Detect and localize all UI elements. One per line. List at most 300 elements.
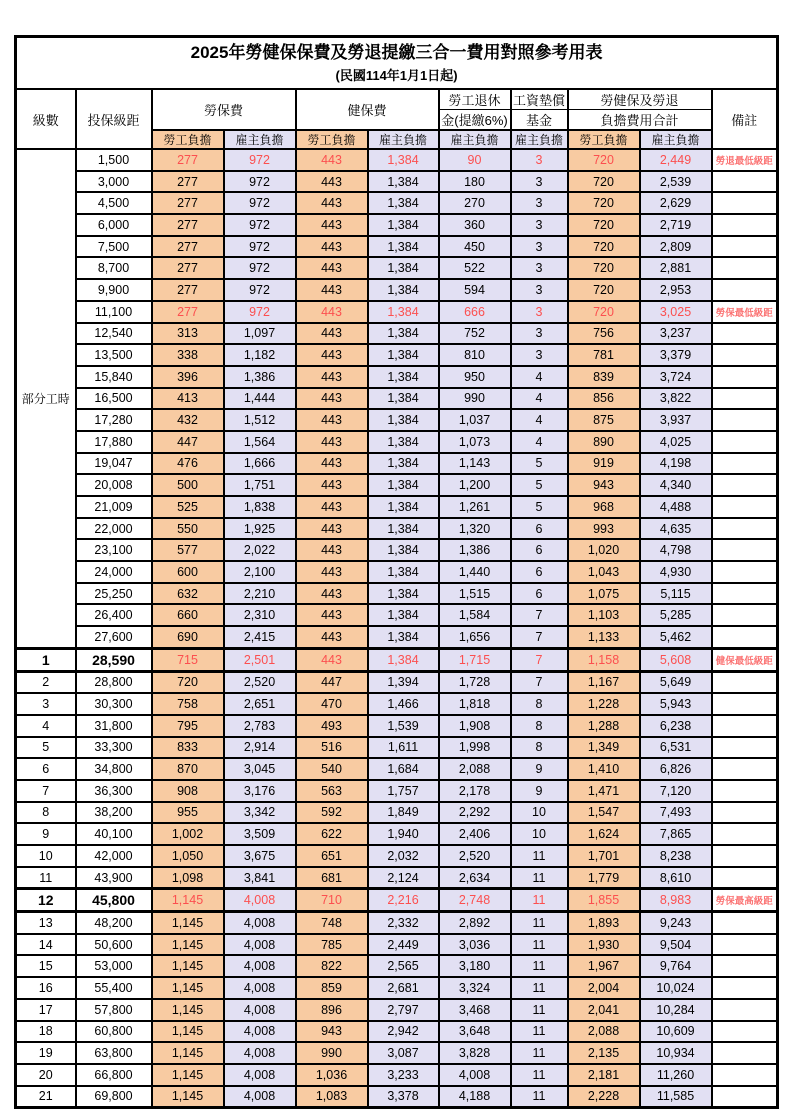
remark-cell: [712, 845, 778, 867]
value-cell: 443: [296, 236, 368, 258]
remark-cell: [712, 409, 778, 431]
remark-cell: [712, 999, 778, 1021]
table-row: [16, 780, 778, 802]
table-row: [16, 889, 778, 912]
value-cell: 2,210: [224, 583, 296, 605]
level-cell: 2: [16, 671, 76, 693]
value-cell: 1,656: [439, 626, 511, 648]
value-cell: 1,083: [296, 1086, 368, 1108]
remark-cell: [712, 802, 778, 824]
bracket-cell: 60,800: [76, 1021, 152, 1043]
level-cell: 7: [16, 780, 76, 802]
value-cell: 1,998: [439, 737, 511, 759]
value-cell: 943: [296, 1021, 368, 1043]
value-cell: 90: [439, 149, 511, 171]
bracket-cell: 9,900: [76, 279, 152, 301]
bracket-cell: 36,300: [76, 780, 152, 802]
value-cell: 443: [296, 626, 368, 648]
value-cell: 1,410: [568, 758, 640, 780]
value-cell: 277: [152, 214, 224, 236]
remark-cell: 勞保最低級距: [712, 301, 778, 323]
value-cell: 1,925: [224, 518, 296, 540]
value-cell: 890: [568, 431, 640, 453]
value-cell: 1,515: [439, 583, 511, 605]
value-cell: 3,675: [224, 845, 296, 867]
value-cell: 1,020: [568, 539, 640, 561]
value-cell: 313: [152, 323, 224, 345]
bracket-cell: 17,880: [76, 431, 152, 453]
value-cell: 3,378: [368, 1086, 439, 1108]
value-cell: 11: [511, 867, 568, 889]
value-cell: 277: [152, 301, 224, 323]
value-cell: 1,143: [439, 453, 511, 475]
value-cell: 1,384: [368, 496, 439, 518]
value-cell: 1,384: [368, 409, 439, 431]
value-cell: 2,032: [368, 845, 439, 867]
value-cell: 5,115: [640, 583, 712, 605]
bracket-cell: 3,000: [76, 171, 152, 193]
value-cell: 8: [511, 693, 568, 715]
value-cell: 9: [511, 758, 568, 780]
value-cell: 443: [296, 301, 368, 323]
value-cell: 4: [511, 409, 568, 431]
bracket-cell: 25,250: [76, 583, 152, 605]
value-cell: 4,008: [224, 912, 296, 934]
value-cell: 632: [152, 583, 224, 605]
value-cell: 660: [152, 604, 224, 626]
bracket-cell: 22,000: [76, 518, 152, 540]
value-cell: 1,967: [568, 955, 640, 977]
value-cell: 443: [296, 323, 368, 345]
value-cell: 2,088: [568, 1021, 640, 1043]
value-cell: 4,198: [640, 453, 712, 475]
value-cell: 5,943: [640, 693, 712, 715]
value-cell: 4,488: [640, 496, 712, 518]
value-cell: 413: [152, 388, 224, 410]
value-cell: 525: [152, 496, 224, 518]
level-cell: 4: [16, 715, 76, 737]
table-row: [16, 453, 778, 475]
value-cell: 594: [439, 279, 511, 301]
value-cell: 795: [152, 715, 224, 737]
value-cell: 443: [296, 171, 368, 193]
col-header-bracket: 投保級距: [76, 89, 152, 149]
table-row: [16, 149, 778, 171]
value-cell: 3,036: [439, 934, 511, 956]
value-cell: 11: [511, 912, 568, 934]
value-cell: 3,509: [224, 823, 296, 845]
value-cell: 2,022: [224, 539, 296, 561]
value-cell: 1,384: [368, 236, 439, 258]
value-cell: 6,238: [640, 715, 712, 737]
value-cell: 822: [296, 955, 368, 977]
table-row: [16, 1086, 778, 1108]
remark-cell: [712, 977, 778, 999]
value-cell: 3: [511, 171, 568, 193]
value-cell: 1,547: [568, 802, 640, 824]
value-cell: 443: [296, 648, 368, 671]
value-cell: 1,145: [152, 977, 224, 999]
remark-cell: [712, 583, 778, 605]
value-cell: 3: [511, 149, 568, 171]
table-row: [16, 955, 778, 977]
value-cell: 3: [511, 214, 568, 236]
value-cell: 11,585: [640, 1086, 712, 1108]
value-cell: 1,584: [439, 604, 511, 626]
value-cell: 1,182: [224, 344, 296, 366]
value-cell: 2,310: [224, 604, 296, 626]
value-cell: 180: [439, 171, 511, 193]
value-cell: 10,934: [640, 1042, 712, 1064]
value-cell: 1,145: [152, 1021, 224, 1043]
bracket-cell: 42,000: [76, 845, 152, 867]
value-cell: 1,666: [224, 453, 296, 475]
value-cell: 972: [224, 301, 296, 323]
bracket-cell: 27,600: [76, 626, 152, 648]
value-cell: 1,098: [152, 867, 224, 889]
bracket-cell: 7,500: [76, 236, 152, 258]
value-cell: 11: [511, 845, 568, 867]
value-cell: 443: [296, 561, 368, 583]
value-cell: 8: [511, 715, 568, 737]
bracket-cell: 30,300: [76, 693, 152, 715]
value-cell: 3: [511, 257, 568, 279]
col-header-total-line1: 勞健保及勞退: [568, 89, 712, 110]
table-row: [16, 715, 778, 737]
col-header-level: 級數: [16, 89, 76, 149]
value-cell: 2,520: [439, 845, 511, 867]
value-cell: 1,684: [368, 758, 439, 780]
value-cell: 6: [511, 518, 568, 540]
bracket-cell: 13,500: [76, 344, 152, 366]
value-cell: 2,041: [568, 999, 640, 1021]
remark-cell: [712, 431, 778, 453]
remark-cell: [712, 955, 778, 977]
bracket-cell: 16,500: [76, 388, 152, 410]
value-cell: 2,629: [640, 192, 712, 214]
value-cell: 1,384: [368, 604, 439, 626]
value-cell: 752: [439, 323, 511, 345]
bracket-cell: 23,100: [76, 539, 152, 561]
value-cell: 720: [568, 257, 640, 279]
value-cell: 4,008: [224, 1064, 296, 1086]
value-cell: 270: [439, 192, 511, 214]
table-row: [16, 845, 778, 867]
value-cell: 277: [152, 171, 224, 193]
value-cell: 720: [568, 236, 640, 258]
value-cell: 2,881: [640, 257, 712, 279]
value-cell: 720: [568, 149, 640, 171]
value-cell: 1,349: [568, 737, 640, 759]
value-cell: 972: [224, 149, 296, 171]
value-cell: 1,384: [368, 648, 439, 671]
value-cell: 1,384: [368, 539, 439, 561]
value-cell: 577: [152, 539, 224, 561]
value-cell: 3,468: [439, 999, 511, 1021]
table-row: [16, 648, 778, 671]
value-cell: 2,719: [640, 214, 712, 236]
table-row: [16, 583, 778, 605]
value-cell: 1,075: [568, 583, 640, 605]
value-cell: 839: [568, 366, 640, 388]
value-cell: 443: [296, 214, 368, 236]
value-cell: 1,444: [224, 388, 296, 410]
value-cell: 1,384: [368, 453, 439, 475]
level-cell: 19: [16, 1042, 76, 1064]
value-cell: 7,865: [640, 823, 712, 845]
remark-cell: [712, 823, 778, 845]
col-header-total-line2: 負擔費用合計: [568, 110, 712, 131]
value-cell: 1,384: [368, 301, 439, 323]
level-cell: 13: [16, 912, 76, 934]
value-cell: 540: [296, 758, 368, 780]
bracket-cell: 20,008: [76, 474, 152, 496]
value-cell: 360: [439, 214, 511, 236]
value-cell: 1,611: [368, 737, 439, 759]
value-cell: 443: [296, 366, 368, 388]
value-cell: 1,200: [439, 474, 511, 496]
value-cell: 11: [511, 955, 568, 977]
remark-cell: [712, 366, 778, 388]
level-cell: 3: [16, 693, 76, 715]
value-cell: 1,384: [368, 344, 439, 366]
value-cell: 1,751: [224, 474, 296, 496]
remark-cell: [712, 388, 778, 410]
value-cell: 968: [568, 496, 640, 518]
value-cell: 10: [511, 823, 568, 845]
level-cell: 10: [16, 845, 76, 867]
level-cell: 5: [16, 737, 76, 759]
table-row: [16, 192, 778, 214]
table-row: [16, 758, 778, 780]
table-row: [16, 214, 778, 236]
value-cell: 2,809: [640, 236, 712, 258]
value-cell: 3,724: [640, 366, 712, 388]
bracket-cell: 50,600: [76, 934, 152, 956]
header-row-1: [16, 89, 778, 110]
remark-cell: [712, 539, 778, 561]
value-cell: 1,145: [152, 1064, 224, 1086]
value-cell: 1,384: [368, 518, 439, 540]
value-cell: 859: [296, 977, 368, 999]
value-cell: 1,779: [568, 867, 640, 889]
value-cell: 1,145: [152, 999, 224, 1021]
value-cell: 11: [511, 1086, 568, 1108]
value-cell: 1,471: [568, 780, 640, 802]
remark-cell: [712, 934, 778, 956]
value-cell: 443: [296, 344, 368, 366]
value-cell: 972: [224, 214, 296, 236]
value-cell: 1,384: [368, 171, 439, 193]
remark-cell: [712, 474, 778, 496]
value-cell: 1,145: [152, 889, 224, 912]
value-cell: 8,983: [640, 889, 712, 912]
table-row: [16, 496, 778, 518]
value-cell: 2,539: [640, 171, 712, 193]
bracket-cell: 38,200: [76, 802, 152, 824]
value-cell: 5: [511, 453, 568, 475]
value-cell: 1,849: [368, 802, 439, 824]
remark-cell: [712, 214, 778, 236]
value-cell: 3,087: [368, 1042, 439, 1064]
value-cell: 3,937: [640, 409, 712, 431]
value-cell: 3: [511, 236, 568, 258]
value-cell: 972: [224, 236, 296, 258]
value-cell: 2,228: [568, 1086, 640, 1108]
value-cell: 1,384: [368, 431, 439, 453]
col-header-pension-line2: 金(提繳6%): [439, 110, 511, 131]
value-cell: 277: [152, 149, 224, 171]
table-row: [16, 823, 778, 845]
value-cell: 11: [511, 977, 568, 999]
value-cell: 2,124: [368, 867, 439, 889]
table-row: [16, 344, 778, 366]
value-cell: 1,145: [152, 1042, 224, 1064]
value-cell: 5: [511, 474, 568, 496]
value-cell: 1,384: [368, 149, 439, 171]
value-cell: 1,757: [368, 780, 439, 802]
bracket-cell: 6,000: [76, 214, 152, 236]
bracket-cell: 55,400: [76, 977, 152, 999]
value-cell: 3,180: [439, 955, 511, 977]
remark-cell: [712, 453, 778, 475]
value-cell: 522: [439, 257, 511, 279]
value-cell: 4,008: [224, 1042, 296, 1064]
remark-cell: [712, 344, 778, 366]
value-cell: 3,648: [439, 1021, 511, 1043]
bracket-cell: 57,800: [76, 999, 152, 1021]
value-cell: 6: [511, 539, 568, 561]
value-cell: 943: [568, 474, 640, 496]
bracket-cell: 28,590: [76, 648, 152, 671]
value-cell: 3,324: [439, 977, 511, 999]
value-cell: 4: [511, 431, 568, 453]
table-row: [16, 999, 778, 1021]
value-cell: 493: [296, 715, 368, 737]
value-cell: 11: [511, 999, 568, 1021]
value-cell: 2,292: [439, 802, 511, 824]
table-row: [16, 802, 778, 824]
subheader-pension-employer: 雇主負擔: [439, 130, 511, 149]
value-cell: 11: [511, 889, 568, 912]
table-row: [16, 1042, 778, 1064]
value-cell: 3,841: [224, 867, 296, 889]
remark-cell: 勞保最高級距: [712, 889, 778, 912]
remark-cell: [712, 1042, 778, 1064]
value-cell: 450: [439, 236, 511, 258]
value-cell: 972: [224, 192, 296, 214]
remark-cell: [712, 1021, 778, 1043]
value-cell: 3: [511, 323, 568, 345]
value-cell: 11,260: [640, 1064, 712, 1086]
value-cell: 447: [152, 431, 224, 453]
fee-reference-sheet: [14, 35, 779, 1109]
value-cell: 6,531: [640, 737, 712, 759]
value-cell: 6,826: [640, 758, 712, 780]
value-cell: 2,914: [224, 737, 296, 759]
value-cell: 3,025: [640, 301, 712, 323]
value-cell: 3,379: [640, 344, 712, 366]
col-header-health-insurance: 健保費: [296, 89, 439, 130]
value-cell: 4,635: [640, 518, 712, 540]
subheader-health-employee: 勞工負擔: [296, 130, 368, 149]
value-cell: 1,386: [224, 366, 296, 388]
value-cell: 443: [296, 604, 368, 626]
remark-cell: [712, 626, 778, 648]
value-cell: 1,103: [568, 604, 640, 626]
value-cell: 1,384: [368, 192, 439, 214]
table-row: [16, 977, 778, 999]
page-title: 2025年勞健保保費及勞退提繳三合一費用對照參考用表: [190, 43, 603, 62]
value-cell: 6: [511, 561, 568, 583]
bracket-cell: 12,540: [76, 323, 152, 345]
remark-cell: [712, 604, 778, 626]
value-cell: 3: [511, 344, 568, 366]
value-cell: 756: [568, 323, 640, 345]
value-cell: 4,008: [224, 934, 296, 956]
remark-cell: 勞退最低級距: [712, 149, 778, 171]
value-cell: 338: [152, 344, 224, 366]
value-cell: 950: [439, 366, 511, 388]
value-cell: 4,008: [224, 977, 296, 999]
level-cell: 6: [16, 758, 76, 780]
bracket-cell: 8,700: [76, 257, 152, 279]
value-cell: 1,384: [368, 214, 439, 236]
value-cell: 1,440: [439, 561, 511, 583]
bracket-cell: 43,900: [76, 867, 152, 889]
value-cell: 1,384: [368, 474, 439, 496]
value-cell: 1,466: [368, 693, 439, 715]
level-cell: 16: [16, 977, 76, 999]
value-cell: 516: [296, 737, 368, 759]
remark-cell: [712, 257, 778, 279]
value-cell: 7: [511, 671, 568, 693]
value-cell: 1,384: [368, 366, 439, 388]
value-cell: 1,145: [152, 934, 224, 956]
value-cell: 919: [568, 453, 640, 475]
title-block: [16, 37, 778, 90]
value-cell: 1,384: [368, 626, 439, 648]
table-row: [16, 388, 778, 410]
remark-cell: [712, 561, 778, 583]
remark-cell: [712, 518, 778, 540]
fee-table: [14, 35, 779, 1109]
value-cell: 7: [511, 626, 568, 648]
value-cell: 990: [439, 388, 511, 410]
value-cell: 2,942: [368, 1021, 439, 1043]
value-cell: 1,624: [568, 823, 640, 845]
value-cell: 2,135: [568, 1042, 640, 1064]
value-cell: 9,504: [640, 934, 712, 956]
level-cell: 9: [16, 823, 76, 845]
value-cell: 1,893: [568, 912, 640, 934]
bracket-cell: 33,300: [76, 737, 152, 759]
col-header-remark: 備註: [712, 89, 778, 149]
value-cell: 972: [224, 257, 296, 279]
value-cell: 10,609: [640, 1021, 712, 1043]
value-cell: 3,045: [224, 758, 296, 780]
value-cell: 443: [296, 409, 368, 431]
value-cell: 2,681: [368, 977, 439, 999]
bracket-cell: 11,100: [76, 301, 152, 323]
value-cell: 447: [296, 671, 368, 693]
bracket-cell: 26,400: [76, 604, 152, 626]
remark-cell: [712, 671, 778, 693]
value-cell: 1,037: [439, 409, 511, 431]
value-cell: 4,008: [224, 889, 296, 912]
bracket-cell: 28,800: [76, 671, 152, 693]
table-row: [16, 867, 778, 889]
